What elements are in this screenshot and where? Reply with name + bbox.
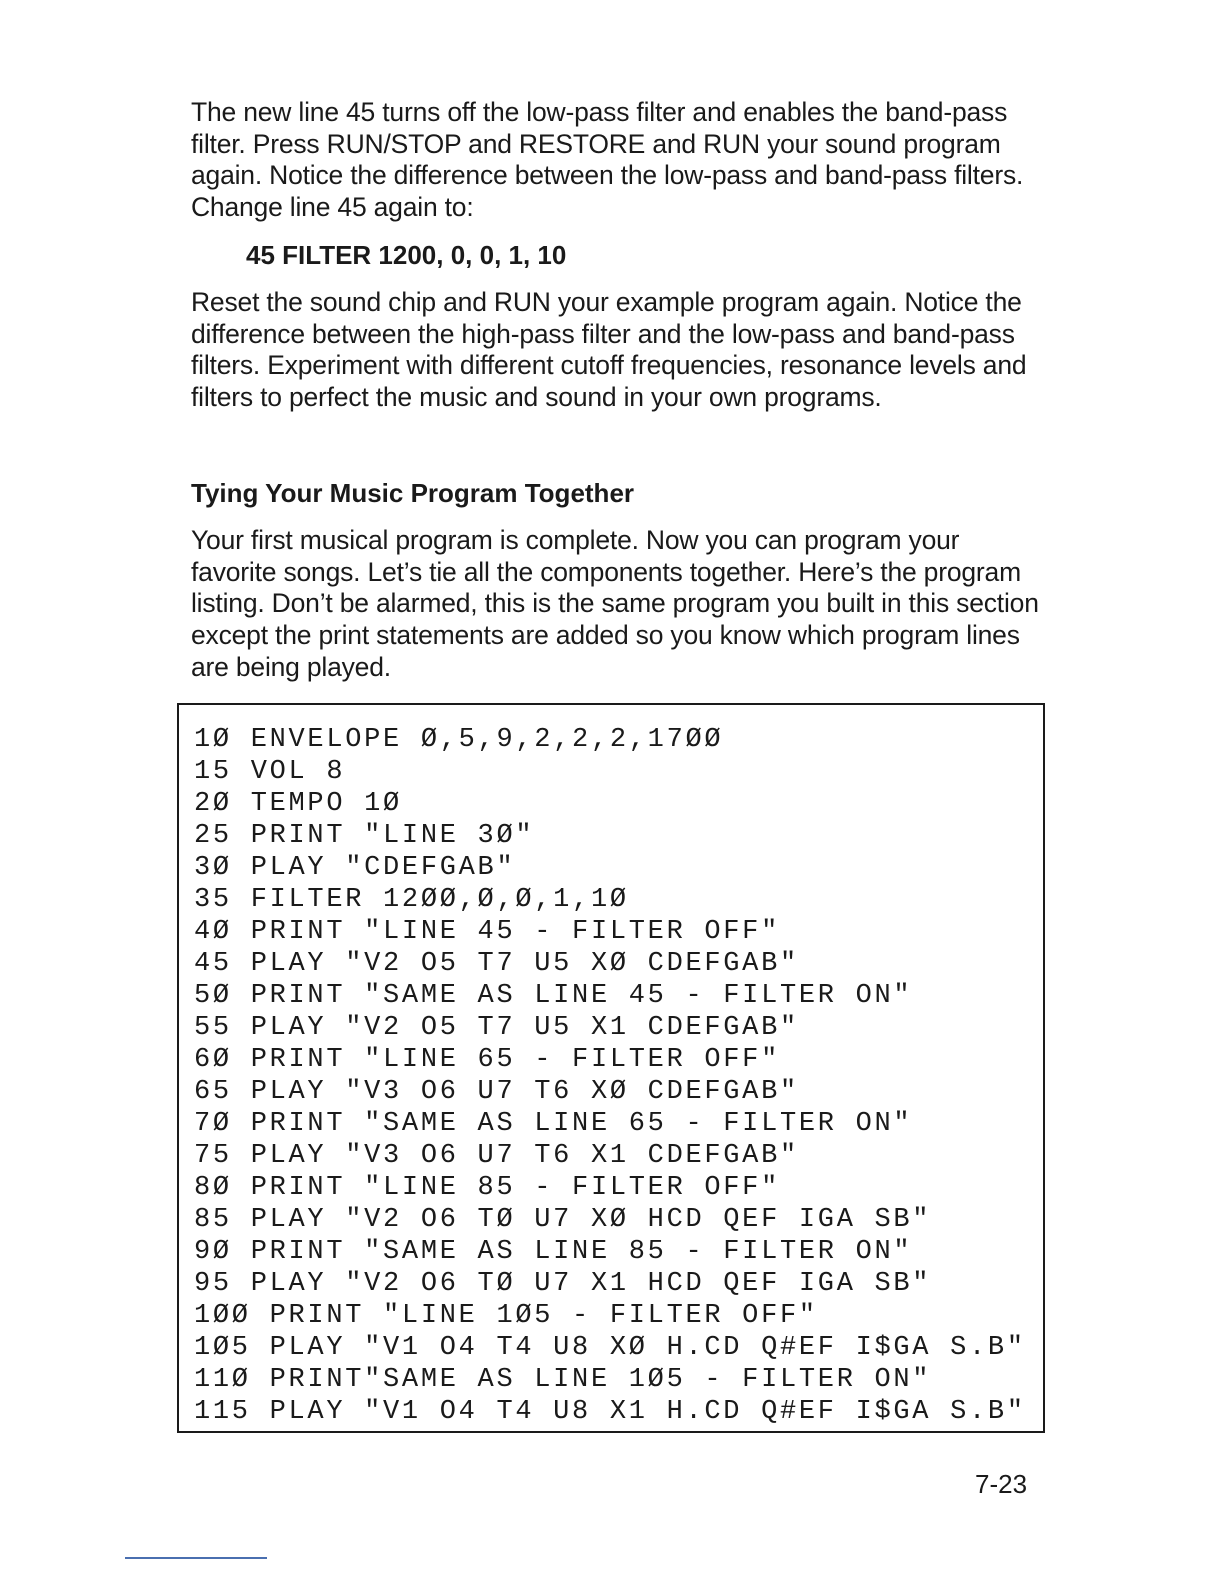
listing-line: 4Ø PRINT "LINE 45 - FILTER OFF" <box>194 917 780 947</box>
code-example-line-45: 45 FILTER 1200, 0, 0, 1, 10 <box>246 240 567 270</box>
listing-line: 25 PRINT "LINE 3Ø" <box>194 821 535 851</box>
listing-line: 7Ø PRINT "SAME AS LINE 65 - FILTER ON" <box>194 1109 913 1139</box>
listing-line: 3Ø PLAY "CDEFGAB" <box>194 853 516 883</box>
listing-line: 45 PLAY "V2 O5 T7 U5 XØ CDEFGAB" <box>194 949 799 979</box>
listing-line: 75 PLAY "V3 O6 U7 T6 X1 CDEFGAB" <box>194 1141 799 1171</box>
listing-line: 8Ø PRINT "LINE 85 - FILTER OFF" <box>194 1173 780 1203</box>
listing-line: 11Ø PRINT"SAME AS LINE 1Ø5 - FILTER ON" <box>194 1365 932 1395</box>
listing-line: 55 PLAY "V2 O5 T7 U5 X1 CDEFGAB" <box>194 1013 799 1043</box>
footer-rule <box>125 1557 267 1559</box>
listing-line: 1Ø5 PLAY "V1 O4 T4 U8 XØ H.CD Q#EF I$GA S.B" <box>194 1333 1026 1363</box>
listing-line: 35 FILTER 12ØØ,Ø,Ø,1,1Ø <box>194 885 629 915</box>
listing-line: 115 PLAY "V1 O4 T4 U8 X1 H.CD Q#EF I$GA S.B" <box>194 1397 1026 1427</box>
listing-line: 6Ø PRINT "LINE 65 - FILTER OFF" <box>194 1045 780 1075</box>
listing-intro-paragraph: Your first musical program is complete. Now you can program your favorite songs. Let’s tie all the components together. Here’s the program listing. Don’t be alarmed, this is the same program you built in this section except the print statements are added so you know which program lines are being played. <box>191 525 1039 682</box>
section-heading: Tying Your Music Program Together <box>191 478 635 508</box>
listing-line: 2Ø TEMPO 1Ø <box>194 789 402 819</box>
listing-line: 15 VOL 8 <box>194 757 346 787</box>
listing-line: 95 PLAY "V2 O6 TØ U7 X1 HCD QEF IGA SB" <box>194 1269 932 1299</box>
listing-line: 1ØØ PRINT "LINE 1Ø5 - FILTER OFF" <box>194 1301 818 1331</box>
listing-line: 85 PLAY "V2 O6 TØ U7 XØ HCD QEF IGA SB" <box>194 1205 932 1235</box>
listing-line: 5Ø PRINT "SAME AS LINE 45 - FILTER ON" <box>194 981 913 1011</box>
intro-paragraph: The new line 45 turns off the low-pass filter and enables the band-pass filter. Press RUN/STOP and RESTORE and RUN your sound program again. Notice the difference between the low-pass and band-pass filters. Change line 45 again to: <box>191 97 1024 223</box>
listing-line: 1Ø ENVELOPE Ø,5,9,2,2,2,17ØØ <box>194 725 724 755</box>
explanation-paragraph: Reset the sound chip and RUN your example program again. Notice the difference between the high-pass filter and the low-pass and band-pass filters. Experiment with different cutoff frequencies, resonance levels and filters to perfect the music and sound in your own programs. <box>191 287 1027 413</box>
listing-line: 9Ø PRINT "SAME AS LINE 85 - FILTER ON" <box>194 1237 913 1267</box>
listing-line: 65 PLAY "V3 O6 U7 T6 XØ CDEFGAB" <box>194 1077 799 1107</box>
page-number: 7-23 <box>975 1469 1028 1499</box>
